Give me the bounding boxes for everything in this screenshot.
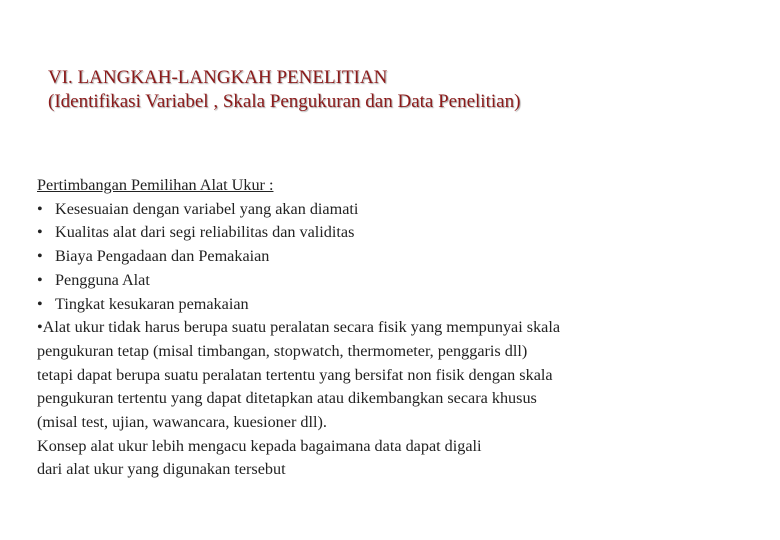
bullet-text: Pengguna Alat (55, 270, 150, 289)
bullet-text: Biaya Pengadaan dan Pemakaian (55, 247, 270, 266)
bullet-symbol: • (37, 247, 43, 266)
title-line-1: VI. LANGKAH-LANGKAH PENELITIAN (48, 67, 388, 88)
section-heading: Pertimbangan Pemilihan Alat Ukur : (37, 176, 274, 194)
slide-title (48, 66, 748, 114)
closing-line: dari alat ukur yang digunakan tersebut (37, 460, 286, 479)
bullet-text: Kualitas alat dari segi reliabilitas dan validitas (55, 223, 355, 242)
bullet-item (37, 198, 757, 222)
bullet-symbol: • (37, 223, 43, 242)
bullet-text: Kesesuaian dengan variabel yang akan diamati (55, 199, 359, 218)
bullet-symbol: • (37, 294, 43, 313)
bullet-item (37, 269, 757, 293)
paragraph-line: (misal test, ujian, wawancara, kuesioner dll). (37, 413, 327, 432)
bullet-item (37, 221, 757, 245)
bullet-item (37, 293, 757, 317)
paragraph-line: pengukuran tertentu yang dapat ditetapkan atau dikembangkan secara khusus (37, 389, 537, 408)
bullet-item (37, 245, 757, 269)
title-line-2: (Identifikasi Variabel , Skala Pengukuran dan Data Penelitian) (48, 91, 521, 112)
paragraph-line: •Alat ukur tidak harus berupa suatu peralatan secara fisik yang mempunyai skala (37, 318, 561, 337)
paragraph-line: pengukuran tetap (misal timbangan, stopwatch, thermometer, penggaris dll) (37, 341, 528, 360)
closing-line: Konsep alat ukur lebih mengacu kepada bagaimana data dapat digali (37, 436, 482, 455)
slide-content (37, 174, 757, 482)
bullet-text: Tingkat kesukaran pemakaian (55, 294, 249, 313)
bullet-symbol: • (37, 199, 43, 218)
paragraph-line: tetapi dapat berupa suatu peralatan tertentu yang bersifat non fisik dengan skala (37, 365, 553, 384)
bullet-symbol: • (37, 270, 43, 289)
